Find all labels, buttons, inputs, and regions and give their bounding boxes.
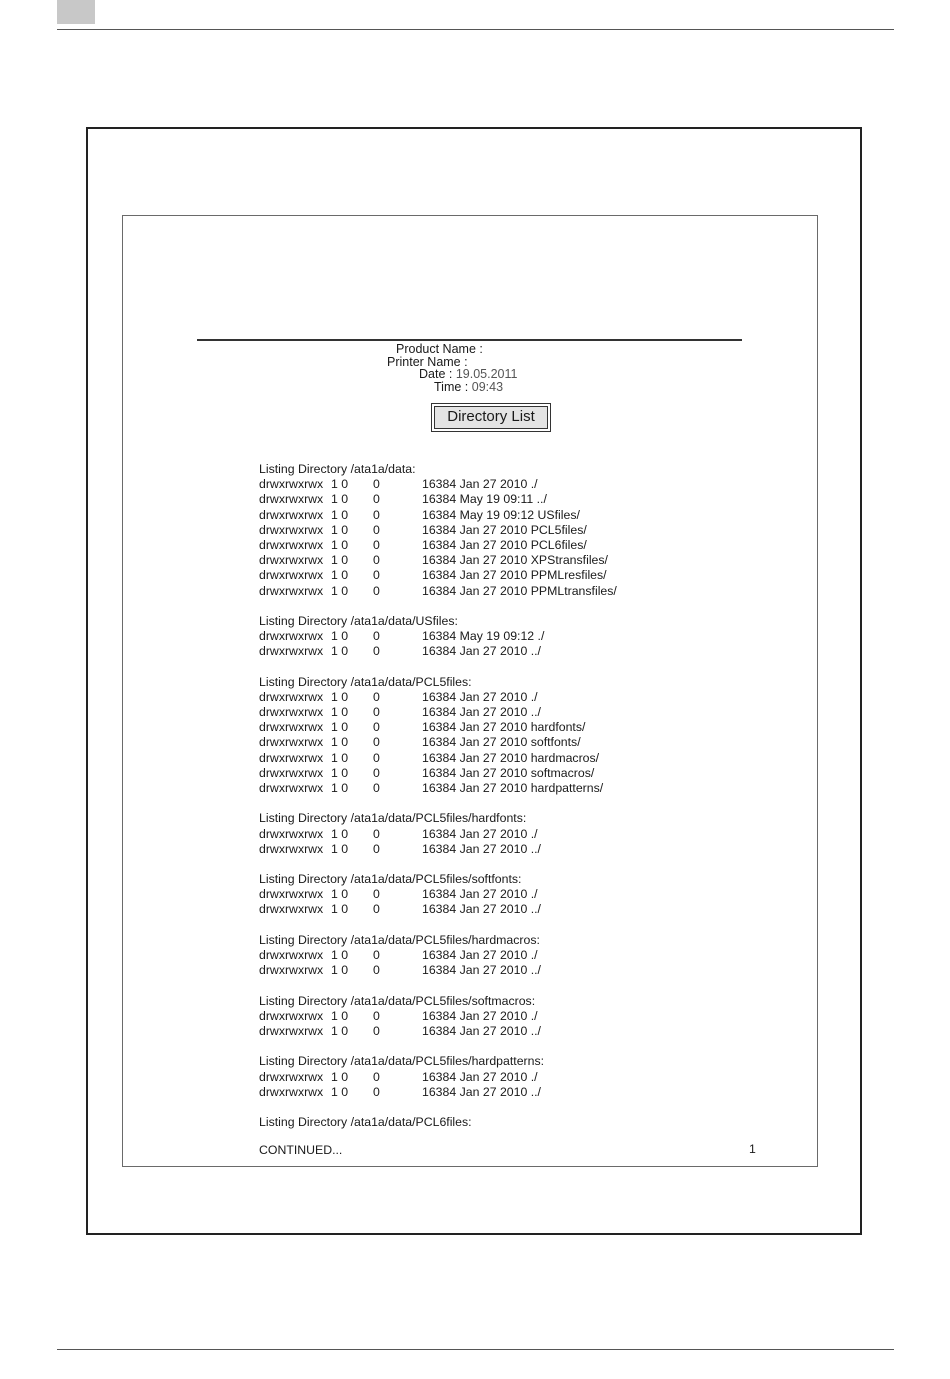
listing-row bbox=[259, 842, 759, 857]
links-cell: 1 0 bbox=[331, 826, 349, 841]
links-cell: 1 0 bbox=[331, 948, 349, 962]
owner-cell: 0 bbox=[373, 765, 380, 780]
links-cell: 1 0 bbox=[331, 887, 349, 902]
permissions-cell: drwxrwxrwx bbox=[259, 629, 324, 644]
listing-row bbox=[259, 766, 759, 781]
time-line bbox=[434, 380, 503, 394]
entry-cell: 16384 Jan 27 2010 hardfonts/ bbox=[422, 720, 586, 735]
listing-row bbox=[259, 629, 759, 644]
entry-cell: 16384 Jan 27 2010 PCL6files/ bbox=[422, 537, 587, 552]
listing-row bbox=[259, 523, 759, 538]
permissions-cell: drwxrwxrwx bbox=[259, 553, 324, 568]
links-cell: 1 0 bbox=[331, 735, 349, 750]
listing-row bbox=[259, 644, 759, 659]
entry-cell: 16384 Jan 27 2010 hardmacros/ bbox=[422, 750, 600, 765]
date-value: 19.05.2011 bbox=[455, 367, 518, 381]
report-title: Directory List bbox=[434, 406, 548, 429]
owner-cell: 0 bbox=[373, 1008, 380, 1023]
listing-row bbox=[259, 568, 759, 583]
owner-cell: 0 bbox=[373, 689, 380, 704]
entry-cell: 16384 Jan 27 2010 hardpatterns/ bbox=[422, 780, 604, 795]
links-cell: 1 0 bbox=[331, 1023, 349, 1038]
listing-row bbox=[259, 584, 759, 599]
permissions-cell: drwxrwxrwx bbox=[259, 537, 324, 552]
entry-cell: 16384 Jan 27 2010 ../ bbox=[422, 1084, 541, 1099]
listing-row bbox=[259, 477, 759, 492]
section-title: Listing Directory /ata1a/data/PCL5files/hardfonts: bbox=[259, 811, 527, 826]
entry-cell: 16384 Jan 27 2010 ./ bbox=[422, 1069, 538, 1084]
section-title: Listing Directory /ata1a/data/PCL5files/softfonts: bbox=[259, 872, 522, 887]
permissions-cell: drwxrwxrwx bbox=[259, 750, 324, 765]
links-cell: 1 0 bbox=[331, 720, 349, 735]
owner-cell: 0 bbox=[373, 522, 380, 537]
links-cell: 1 0 bbox=[331, 765, 349, 780]
section-gap bbox=[259, 978, 759, 993]
links-cell: 1 0 bbox=[331, 705, 349, 719]
listing-row bbox=[259, 538, 759, 553]
permissions-cell: drwxrwxrwx bbox=[259, 948, 324, 962]
owner-cell: 0 bbox=[373, 887, 380, 902]
listing-row bbox=[259, 781, 759, 796]
section-title: Listing Directory /ata1a/data/PCL5files/hardmacros: bbox=[259, 932, 540, 947]
entry-cell: 16384 Jan 27 2010 softmacros/ bbox=[422, 765, 595, 780]
owner-cell: 0 bbox=[373, 750, 380, 765]
permissions-cell: drwxrwxrwx bbox=[259, 780, 324, 795]
listing-row bbox=[259, 735, 759, 750]
entry-cell: 16384 Jan 27 2010 ../ bbox=[422, 963, 541, 978]
links-cell: 1 0 bbox=[331, 507, 349, 522]
owner-cell: 0 bbox=[373, 629, 380, 644]
listing-row bbox=[259, 902, 759, 917]
owner-cell: 0 bbox=[373, 1069, 380, 1084]
links-cell: 1 0 bbox=[331, 902, 349, 917]
owner-cell: 0 bbox=[373, 553, 380, 568]
date-label: Date : bbox=[419, 367, 453, 381]
section-title: Listing Directory /ata1a/data/PCL5files/hardpatterns: bbox=[259, 1054, 545, 1069]
permissions-cell: drwxrwxrwx bbox=[259, 1069, 324, 1084]
entry-cell: 16384 Jan 27 2010 ./ bbox=[422, 948, 538, 962]
listing-row bbox=[259, 508, 759, 523]
links-cell: 1 0 bbox=[331, 1069, 349, 1084]
time-label: Time : bbox=[434, 380, 469, 394]
section-title: Listing Directory /ata1a/data/PCL6files: bbox=[259, 1115, 472, 1130]
owner-cell: 0 bbox=[373, 948, 380, 962]
top-divider bbox=[57, 29, 894, 30]
owner-cell: 0 bbox=[373, 537, 380, 552]
owner-cell: 0 bbox=[373, 477, 380, 492]
permissions-cell: drwxrwxrwx bbox=[259, 887, 324, 902]
links-cell: 1 0 bbox=[331, 583, 349, 598]
entry-cell: 16384 May 19 09:11 ../ bbox=[422, 492, 547, 507]
permissions-cell: drwxrwxrwx bbox=[259, 841, 324, 856]
listing-row bbox=[259, 751, 759, 766]
entry-cell: 16384 Jan 27 2010 ../ bbox=[422, 644, 541, 659]
owner-cell: 0 bbox=[373, 583, 380, 598]
section-gap bbox=[259, 918, 759, 933]
permissions-cell: drwxrwxrwx bbox=[259, 1023, 324, 1038]
entry-cell: 16384 Jan 27 2010 PPMLtransfiles/ bbox=[422, 583, 617, 598]
owner-cell: 0 bbox=[373, 1084, 380, 1099]
section-title: Listing Directory /ata1a/data/PCL5files: bbox=[259, 674, 472, 689]
links-cell: 1 0 bbox=[331, 492, 349, 507]
section-gap bbox=[259, 599, 759, 614]
owner-cell: 0 bbox=[373, 568, 380, 583]
links-cell: 1 0 bbox=[331, 629, 349, 644]
page-corner-tab bbox=[57, 0, 95, 24]
owner-cell: 0 bbox=[373, 735, 380, 750]
entry-cell: 16384 Jan 27 2010 ../ bbox=[422, 902, 541, 917]
listing-row bbox=[259, 887, 759, 902]
listing-row bbox=[259, 705, 759, 720]
date-line bbox=[419, 367, 517, 381]
owner-cell: 0 bbox=[373, 644, 380, 659]
listing-row bbox=[259, 1009, 759, 1024]
listing-row bbox=[259, 720, 759, 735]
section-title: Listing Directory /ata1a/data: bbox=[259, 462, 416, 476]
entry-cell: 16384 Jan 27 2010 PCL5files/ bbox=[422, 522, 587, 537]
section-gap bbox=[259, 796, 759, 811]
links-cell: 1 0 bbox=[331, 522, 349, 537]
owner-cell: 0 bbox=[373, 1023, 380, 1038]
owner-cell: 0 bbox=[373, 902, 380, 917]
owner-cell: 0 bbox=[373, 705, 380, 719]
links-cell: 1 0 bbox=[331, 780, 349, 795]
entry-cell: 16384 Jan 27 2010 PPMLresfiles/ bbox=[422, 568, 607, 583]
owner-cell: 0 bbox=[373, 492, 380, 507]
directory-listing bbox=[259, 462, 759, 1130]
links-cell: 1 0 bbox=[331, 841, 349, 856]
listing-row bbox=[259, 948, 759, 963]
section-title: Listing Directory /ata1a/data/USfiles: bbox=[259, 613, 458, 628]
entry-cell: 16384 Jan 27 2010 ../ bbox=[422, 1023, 541, 1038]
permissions-cell: drwxrwxrwx bbox=[259, 568, 324, 583]
product-name-label: Product Name : bbox=[396, 342, 483, 356]
owner-cell: 0 bbox=[373, 963, 380, 978]
links-cell: 1 0 bbox=[331, 689, 349, 704]
report-title-box bbox=[431, 403, 551, 432]
permissions-cell: drwxrwxrwx bbox=[259, 902, 324, 917]
section-gap bbox=[259, 1039, 759, 1054]
section-title: Listing Directory /ata1a/data/PCL5files/softmacros: bbox=[259, 993, 536, 1008]
listing-row bbox=[259, 827, 759, 842]
entry-cell: 16384 May 19 09:12 USfiles/ bbox=[422, 507, 580, 522]
permissions-cell: drwxrwxrwx bbox=[259, 1084, 324, 1099]
links-cell: 1 0 bbox=[331, 750, 349, 765]
section-gap bbox=[259, 1100, 759, 1115]
listing-row bbox=[259, 492, 759, 507]
permissions-cell: drwxrwxrwx bbox=[259, 492, 324, 507]
permissions-cell: drwxrwxrwx bbox=[259, 735, 324, 750]
links-cell: 1 0 bbox=[331, 537, 349, 552]
entry-cell: 16384 Jan 27 2010 XPStransfiles/ bbox=[422, 553, 608, 568]
section-gap bbox=[259, 659, 759, 674]
listing-row bbox=[259, 553, 759, 568]
entry-cell: 16384 Jan 27 2010 softfonts/ bbox=[422, 735, 581, 750]
page-number: 1 bbox=[749, 1142, 756, 1156]
owner-cell: 0 bbox=[373, 507, 380, 522]
permissions-cell: drwxrwxrwx bbox=[259, 720, 324, 735]
owner-cell: 0 bbox=[373, 826, 380, 841]
links-cell: 1 0 bbox=[331, 553, 349, 568]
permissions-cell: drwxrwxrwx bbox=[259, 522, 324, 537]
owner-cell: 0 bbox=[373, 841, 380, 856]
entry-cell: 16384 Jan 27 2010 ./ bbox=[422, 477, 538, 492]
printer-name-label: Printer Name : bbox=[387, 355, 468, 369]
listing-row bbox=[259, 1070, 759, 1085]
permissions-cell: drwxrwxrwx bbox=[259, 689, 324, 704]
links-cell: 1 0 bbox=[331, 568, 349, 583]
listing-row bbox=[259, 963, 759, 978]
time-value: 09:43 bbox=[471, 380, 504, 394]
header-divider bbox=[197, 339, 742, 341]
entry-cell: 16384 Jan 27 2010 ../ bbox=[422, 705, 541, 719]
permissions-cell: drwxrwxrwx bbox=[259, 705, 324, 719]
owner-cell: 0 bbox=[373, 780, 380, 795]
entry-cell: 16384 Jan 27 2010 ./ bbox=[422, 826, 538, 841]
section-gap bbox=[259, 857, 759, 872]
entry-cell: 16384 Jan 27 2010 ./ bbox=[422, 689, 538, 704]
owner-cell: 0 bbox=[373, 720, 380, 735]
listing-row bbox=[259, 1024, 759, 1039]
permissions-cell: drwxrwxrwx bbox=[259, 826, 324, 841]
permissions-cell: drwxrwxrwx bbox=[259, 477, 324, 492]
permissions-cell: drwxrwxrwx bbox=[259, 644, 324, 659]
entry-cell: 16384 May 19 09:12 ./ bbox=[422, 629, 545, 644]
permissions-cell: drwxrwxrwx bbox=[259, 1008, 324, 1023]
permissions-cell: drwxrwxrwx bbox=[259, 765, 324, 780]
permissions-cell: drwxrwxrwx bbox=[259, 507, 324, 522]
links-cell: 1 0 bbox=[331, 963, 349, 978]
links-cell: 1 0 bbox=[331, 644, 349, 659]
permissions-cell: drwxrwxrwx bbox=[259, 583, 324, 598]
continued-note: CONTINUED... bbox=[259, 1143, 343, 1157]
entry-cell: 16384 Jan 27 2010 ../ bbox=[422, 841, 541, 856]
links-cell: 1 0 bbox=[331, 477, 349, 492]
listing-row bbox=[259, 1085, 759, 1100]
permissions-cell: drwxrwxrwx bbox=[259, 963, 324, 978]
bottom-divider bbox=[57, 1349, 894, 1350]
entry-cell: 16384 Jan 27 2010 ./ bbox=[422, 1008, 538, 1023]
links-cell: 1 0 bbox=[331, 1084, 349, 1099]
links-cell: 1 0 bbox=[331, 1008, 349, 1023]
entry-cell: 16384 Jan 27 2010 ./ bbox=[422, 887, 538, 902]
listing-row bbox=[259, 690, 759, 705]
